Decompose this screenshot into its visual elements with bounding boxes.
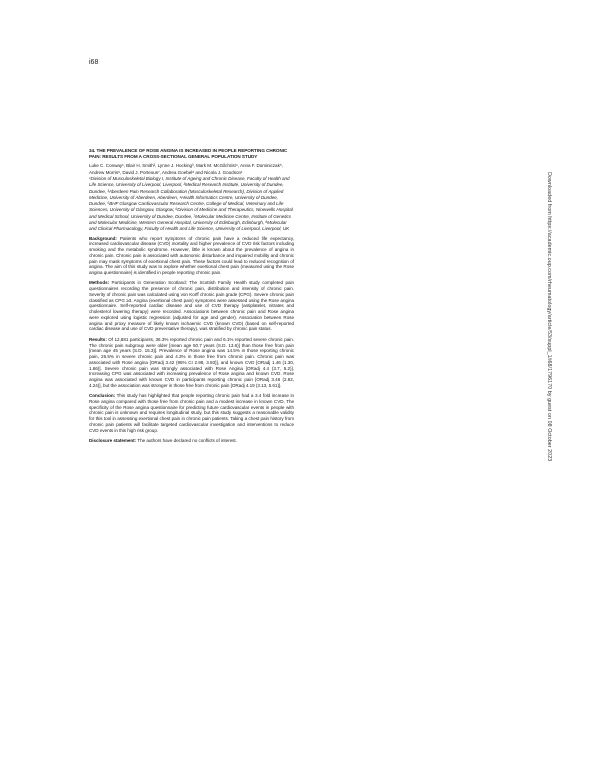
disclosure-label: Disclosure statement: — [89, 437, 137, 443]
methods-label: Methods: — [89, 280, 110, 286]
methods-text: Participants in Generation Scotland: The Scottish Family Health study completed pain questionnaires recording the presence of chronic pain, distribution and intensity of chronic pain. Severity of chronic pain was calculated using von Korff chronic pain grade (CPG). Severe chronic pain classified as CPG ≥3. Angina (exertional chest pain) symptoms were assessed using the Rose angina questionnaire. Self-reported cardiac disease and use of CVD therapy (antiplatelet, nitrates and cholesterol lowering therapy) were recorded. Associations between chronic pain and Rose angina were explored using logistic regression (adjusted for age and gender). Association between Rose angina and proxy measure of likely known ischaemic CVD (known CVD) (based on self-reported cardiac disease and use of CVD preventative therapy), was stratified by chronic pain status. — [89, 280, 294, 332]
results-label: Results: — [89, 336, 107, 342]
conclusion-section — [89, 393, 294, 433]
results-section — [89, 337, 294, 389]
abstract — [89, 148, 294, 448]
methods-section — [89, 280, 294, 332]
download-watermark: Downloaded from https://academic.oup.com/rheumatology/article/53/suppl_1/i68/1796170 by guest on 08 October 2023 — [546, 172, 552, 462]
affiliations: ¹Division of Musculoskeletal Biology I, Institute of Ageing and Chronic Disease, Faculty of Health and Life Science, University of Liverpool, Liverpool, ²Medical Research Institute, University of Dundee, Dundee, ³Aberdeen Pain Research Collaboration (Musculoskeletal Research), Division of Applied Medicine, University of Aberdeen, Aberdeen, ⁴Health Informatics Centre, University of Dundee, Dundee, ⁵BHF Glasgow Cardiovascular Research Centre, College of Medical, Veterinary and Life Sciences, University of Glasgow, Glasgow, ⁶Division of Medicine and Therapeutics, Ninewells Hospital and Medical School, University of Dundee, Dundee, ⁷Molecular Medicine Centre, Institute of Genetics and Molecular Medicine, Western General Hospital, University of Edinburgh, Edinburgh, ⁸Molecular and Clinical Pharmacology, Faculty of Health and Life Science, University of Liverpool, Liverpool, UK — [89, 175, 293, 232]
authors: Luke C. Conway¹, Blair H. Smith², Lynne J. Hocking³, Mark M. McGilchrist⁴, Anna F. Dominiczak⁵, Andrew Morris⁶, David J. Porteous⁷, Andrea Goebel⁸ and Nicola J. Goodson¹ — [89, 163, 283, 175]
disclosure-text: The authors have declared no conflicts of interest. — [136, 437, 237, 443]
results-text: Of 12,881 participants, 36.3% reported chronic pain and 6.1% reported severe chronic pain. The chronic pain subgroup were older [mean age 50.7 years (S.D. 13.6)] than those free from pain [mean age 45 years (S.D. 15.3)]. Prevalence of Rose angina was 14.5% in those reporting chronic pain, 26.5% in severe chronic pain and 4.3% in those free from chronic pain. Chronic pain was associated with Rose angina [ORadj 3.42 (95% CI 2.98, 3.93)], and known CVD [ORadj 1.46 (1.30, 1.66)]. Severe chronic pain was strongly associated with Rose Angina [ORadj 4.4 (3.7, 5.2)]. Increasing CPG was associated with increasing prevalence of Rose angina and known CVD. Rose angina was associated with known CVD in participants reporting chronic pain [ORadj 3.46 (2.82, 4.24)], but the association was stronger in those free from chronic pain [ORadj 4.19 (3.13, 5.61)]. — [89, 336, 294, 388]
abstract-title: 34. THE PREVALENCE OF ROSE ANGINA IS INCREASED IN PEOPLE REPORTING CHRONIC PAIN: RESULTS FROM A CROSS-SECTIONAL GENERAL POPULATION STUDY — [89, 148, 288, 159]
disclosure-section — [89, 438, 294, 444]
conclusion-label: Conclusion: — [89, 393, 116, 399]
conclusion-text: This study has highlighted that people reporting chronic pain had a 3.4 fold increase in Rose angina compared with those free from chronic pain and a modest increase in known CVD. The specificity of the Rose angina questionnaire for predicting future cardiovascular events in people with chronic pain is unknown and requires longitudinal study, but this study suggests a reasonable validity for this tool in assessing exertional chest pain in chronic pain patients. Taking a chest pain history from chronic pain patients will facilitate targeted cardiovascular investigation and interventions to reduce CVD events in this high risk group. — [89, 393, 294, 433]
page-number: i68 — [89, 59, 99, 66]
background-label: Background: — [89, 235, 117, 241]
background-section — [89, 236, 294, 276]
background-text: Patients who report symptoms of chronic pain have a reduced life expectancy, increased cardiovascular disease (CVD) mortality and higher prevalence of CVD risk factors including smoking and the metabolic syndrome. However, little is known about the prevalence of angina in chronic pain. Chronic pain is associated with autonomic disturbance and impaired mobility and chronic pain may mask symptoms of exertional chest pain. These factors could lead to reduced recognition of angina. The aim of this study was to explore whether exertional chest pain (measured using the Rose angina questionnaire) is identified in people reporting chronic pain. — [89, 235, 294, 276]
